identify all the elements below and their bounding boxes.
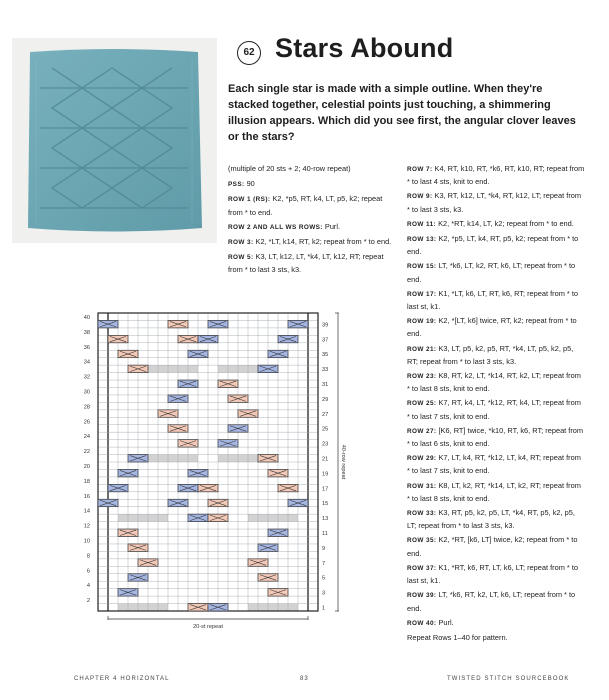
row-label-left: 28 bbox=[83, 404, 90, 411]
footer-chapter: CHAPTER 4 HORIZONTAL bbox=[74, 676, 170, 682]
row-label-left: 16 bbox=[83, 493, 90, 500]
instructions-column-2 bbox=[407, 163, 585, 647]
row-label-left: 34 bbox=[83, 359, 90, 366]
row-label-right: 23 bbox=[322, 441, 329, 448]
instruction-line: ROW 25: K7, RT, k4, LT, *k12, RT, k4, LT; repeat from * to last 7 sts, knit to end. bbox=[407, 398, 581, 421]
row-label-right: 39 bbox=[322, 322, 329, 329]
row-label-right: 11 bbox=[322, 531, 328, 537]
row-label-left: 4 bbox=[86, 583, 90, 590]
row-label-left: 8 bbox=[86, 553, 90, 560]
row-label-left: 26 bbox=[83, 419, 90, 426]
instruction-line: ROW 9: K3, RT, k12, LT, *k4, RT, k12, LT; repeat from * to last 3 sts, k3. bbox=[407, 191, 582, 214]
instruction-line: ROW 5: K3, LT, k12, LT, *k4, LT, k12, RT; repeat from * to last 3 sts, k3. bbox=[228, 252, 384, 275]
instruction-line: ROW 15: LT, *k6, LT, k2, RT, k6, LT; repeat from * to end. bbox=[407, 261, 576, 284]
row-label-right: 13 bbox=[322, 516, 329, 523]
purl-cell-run bbox=[248, 514, 298, 521]
row-label-right: 35 bbox=[322, 352, 329, 359]
footer-page-number: 83 bbox=[300, 676, 309, 682]
row-label-left: 14 bbox=[83, 508, 90, 515]
instruction-line: Repeat Rows 1–40 for pattern. bbox=[407, 632, 508, 642]
row-label-right: 19 bbox=[322, 471, 329, 478]
instruction-line: ROW 11: K2, *RT, k14, LT, k2; repeat from * to end. bbox=[407, 218, 574, 228]
pattern-number-badge: 62 bbox=[237, 41, 261, 65]
row-label-right: 27 bbox=[322, 411, 329, 418]
instruction-line: ROW 31: K8, LT, k2, RT, *k14, LT, k2, RT; repeat from * to last 8 sts, knit to end. bbox=[407, 480, 581, 503]
row-label-left: 10 bbox=[83, 538, 90, 545]
row-label-left: 36 bbox=[83, 344, 90, 351]
stitch-chart bbox=[78, 305, 378, 655]
row-label-left: 30 bbox=[83, 389, 90, 396]
instruction-line: ROW 21: K3, LT, p5, k2, p5, RT, *k4, LT, p5, k2, p5, RT; repeat from * to last 3 sts, k3. bbox=[407, 343, 574, 366]
row-label-right: 25 bbox=[322, 426, 329, 433]
row-label-right: 5 bbox=[322, 575, 326, 582]
row-label-left: 40 bbox=[83, 314, 90, 321]
row-label-left: 22 bbox=[83, 449, 90, 456]
instruction-line: PSS: 90 bbox=[228, 179, 255, 189]
row-label-left: 38 bbox=[83, 329, 90, 336]
instruction-line: ROW 19: K2, *[LT, k6] twice, RT, k2; repeat from * to end. bbox=[407, 316, 577, 339]
instruction-line: ROW 35: K2, *RT, [k6, LT] twice, k2; repeat from * to end. bbox=[407, 535, 578, 558]
row-label-right: 7 bbox=[322, 560, 326, 567]
row-label-right: 31 bbox=[322, 382, 329, 388]
instruction-line: ROW 1 (RS): K2, *p5, RT, k4, LT, p5, k2; repeat from * to end. bbox=[228, 194, 383, 217]
purl-cell-run bbox=[148, 455, 198, 462]
instruction-line: ROW 27: [K6, RT] twice, *k10, RT, k6, RT; repeat from * to last 6 sts, knit to end. bbox=[407, 425, 584, 449]
row-label-right: 37 bbox=[322, 337, 329, 344]
instruction-line: ROW 2 AND ALL WS ROWS: Purl. bbox=[228, 221, 341, 231]
instruction-line: ROW 37: K1, *RT, k6, RT, LT, k6, LT; repeat from * to last st, k1. bbox=[407, 562, 579, 586]
row-label-right: 29 bbox=[322, 396, 329, 403]
instruction-line: ROW 33: K3, RT, p5, k2, p5, LT, *k4, RT, p5, k2, p5, LT; repeat from * to last 3 sts, k3. bbox=[407, 508, 575, 531]
row-label-right: 9 bbox=[322, 545, 326, 552]
purl-cell-run bbox=[118, 604, 168, 611]
row-label-left: 12 bbox=[83, 523, 90, 530]
row-label-right: 3 bbox=[322, 590, 326, 597]
instruction-line: ROW 7: K4, RT, k10, RT, *k6, RT, k10, RT; repeat from * to last 4 sts, knit to end. bbox=[407, 164, 585, 187]
row-label-right: 21 bbox=[322, 456, 329, 463]
row-label-left: 6 bbox=[86, 568, 90, 575]
purl-cell-run bbox=[248, 604, 298, 611]
purl-cell-run bbox=[148, 365, 198, 372]
row-label-left: 32 bbox=[83, 374, 90, 381]
page-title: Stars Abound bbox=[275, 33, 454, 63]
repeat-height-label: 40-row repeat bbox=[340, 444, 346, 480]
row-label-right: 15 bbox=[322, 501, 329, 508]
instruction-line: ROW 17: K1, *LT, k6, LT, RT, k6, RT; repeat from * to last st, k1. bbox=[407, 288, 579, 312]
row-label-right: 33 bbox=[322, 367, 329, 374]
footer-book-title: TWISTED STITCH SOURCEBOOK bbox=[447, 676, 570, 682]
instruction-line: ROW 13: K2, *p5, LT, k4, RT, p5, k2; repeat from * to end. bbox=[407, 234, 579, 257]
row-label-left: 24 bbox=[83, 434, 90, 441]
repeat-width-label: 20-st repeat bbox=[193, 624, 223, 630]
instruction-line: ROW 29: K7, LT, k4, RT, *k12, LT, k4, RT; repeat from * to last 7 sts, knit to end. bbox=[407, 453, 581, 476]
instruction-line: ROW 39: LT, *k6, RT, k2, LT, k6, LT; repeat from * to end. bbox=[407, 590, 576, 613]
instruction-line: ROW 23: K8, RT, k2, LT, *k14, RT, k2, LT; repeat from * to last 8 sts, knit to end. bbox=[407, 371, 581, 394]
swatch-photo bbox=[12, 38, 217, 243]
instruction-line: ROW 40: Purl. bbox=[407, 617, 454, 627]
instruction-line: (multiple of 20 sts + 2; 40-row repeat) bbox=[228, 164, 351, 173]
row-label-right: 17 bbox=[322, 486, 329, 493]
row-label-left: 2 bbox=[86, 598, 90, 605]
instructions-column-1 bbox=[228, 163, 396, 279]
instruction-line: ROW 3: K2, *LT, k14, RT, k2; repeat from * to end. bbox=[228, 237, 392, 247]
purl-cell-run bbox=[118, 514, 168, 521]
intro-paragraph: Each single star is made with a simple outline. When they're stacked together, celestial points just touching, a shimmering illusion appears. Which did you see first, the angular clover leaves or the stars? bbox=[228, 83, 576, 143]
row-label-left: 18 bbox=[83, 478, 90, 485]
row-label-left: 20 bbox=[83, 463, 90, 470]
row-label-right: 1 bbox=[322, 605, 326, 612]
